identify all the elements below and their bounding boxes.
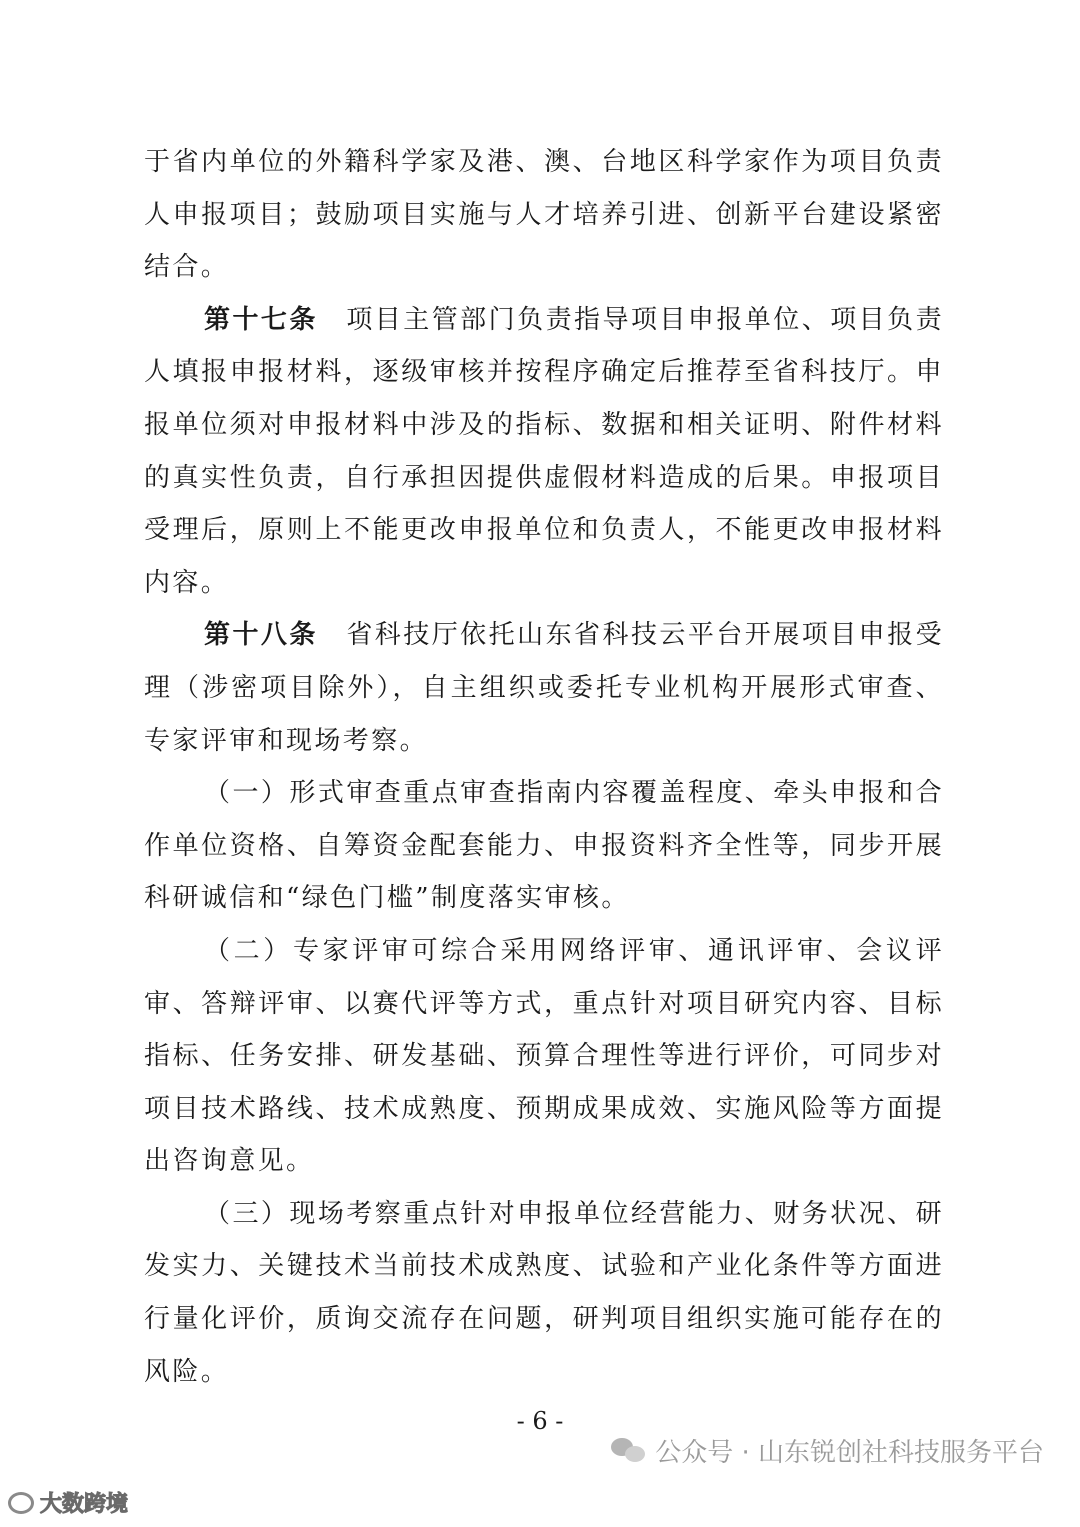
- page-number: - 6 -: [516, 1407, 564, 1435]
- document-body: [144, 136, 944, 1398]
- article-17-text: 项目主管部门负责指导项目申报单位、项目负责人填报申报材料，逐级审核并按程序确定后推荐至省科技厅。申报单位须对申报材料中涉及的指标、数据和相关证明、附件材料的真实性负责，自行承担因提供虚假材料造成的后果。申报项目受理后，原则上不能更改申报单位和负责人，不能更改申报材料内容。: [144, 304, 944, 598]
- article-17-label: 第十七条: [204, 304, 318, 335]
- article-18-label: 第十八条: [204, 620, 318, 651]
- item-site-inspection: （三）现场考察重点针对申报单位经营能力、财务状况、研发实力、关键技术当前技术成熟度、试验和产业化条件等方面进行量化评价，质询交流存在问题，研判项目组织实施可能存在的风险。: [144, 1198, 944, 1387]
- wechat-icon: [611, 1438, 645, 1464]
- paragraph-continuation: 于省内单位的外籍科学家及港、澳、台地区科学家作为项目负责人申报项目；鼓励项目实施与人才培养引进、创新平台建设紧密结合。: [144, 147, 944, 283]
- corner-watermark: [8, 1487, 128, 1518]
- item-expert-review: （二）专家评审可综合采用网络评审、通讯评审、会议评审、答辩评审、以赛代评等方式，重点针对项目研究内容、目标指标、任务安排、研发基础、预算合理性等进行评价，可同步对项目技术路线、技术成熟度、预期成果成效、实施风险等方面提出咨询意见。: [144, 935, 944, 1177]
- swirl-icon: [8, 1492, 34, 1514]
- wechat-watermark: [611, 1432, 1044, 1469]
- article-18-text: 省科技厅依托山东省科技云平台开展项目申报受理（涉密项目除外），自主组织或委托专业机构开展形式审查、专家评审和现场考察。: [144, 620, 944, 756]
- article-18: [144, 609, 944, 767]
- article-17: [144, 294, 944, 610]
- corner-watermark-text: 大数跨境: [40, 1492, 129, 1517]
- item-formal-review: （一）形式审查重点审查指南内容覆盖程度、牵头申报和合作单位资格、自筹资金配套能力、申报资料齐全性等，同步开展科研诚信和“绿色门槛”制度落实审核。: [144, 778, 944, 914]
- watermark-text: 公众号 · 山东锐创社科技服务平台: [655, 1438, 1044, 1468]
